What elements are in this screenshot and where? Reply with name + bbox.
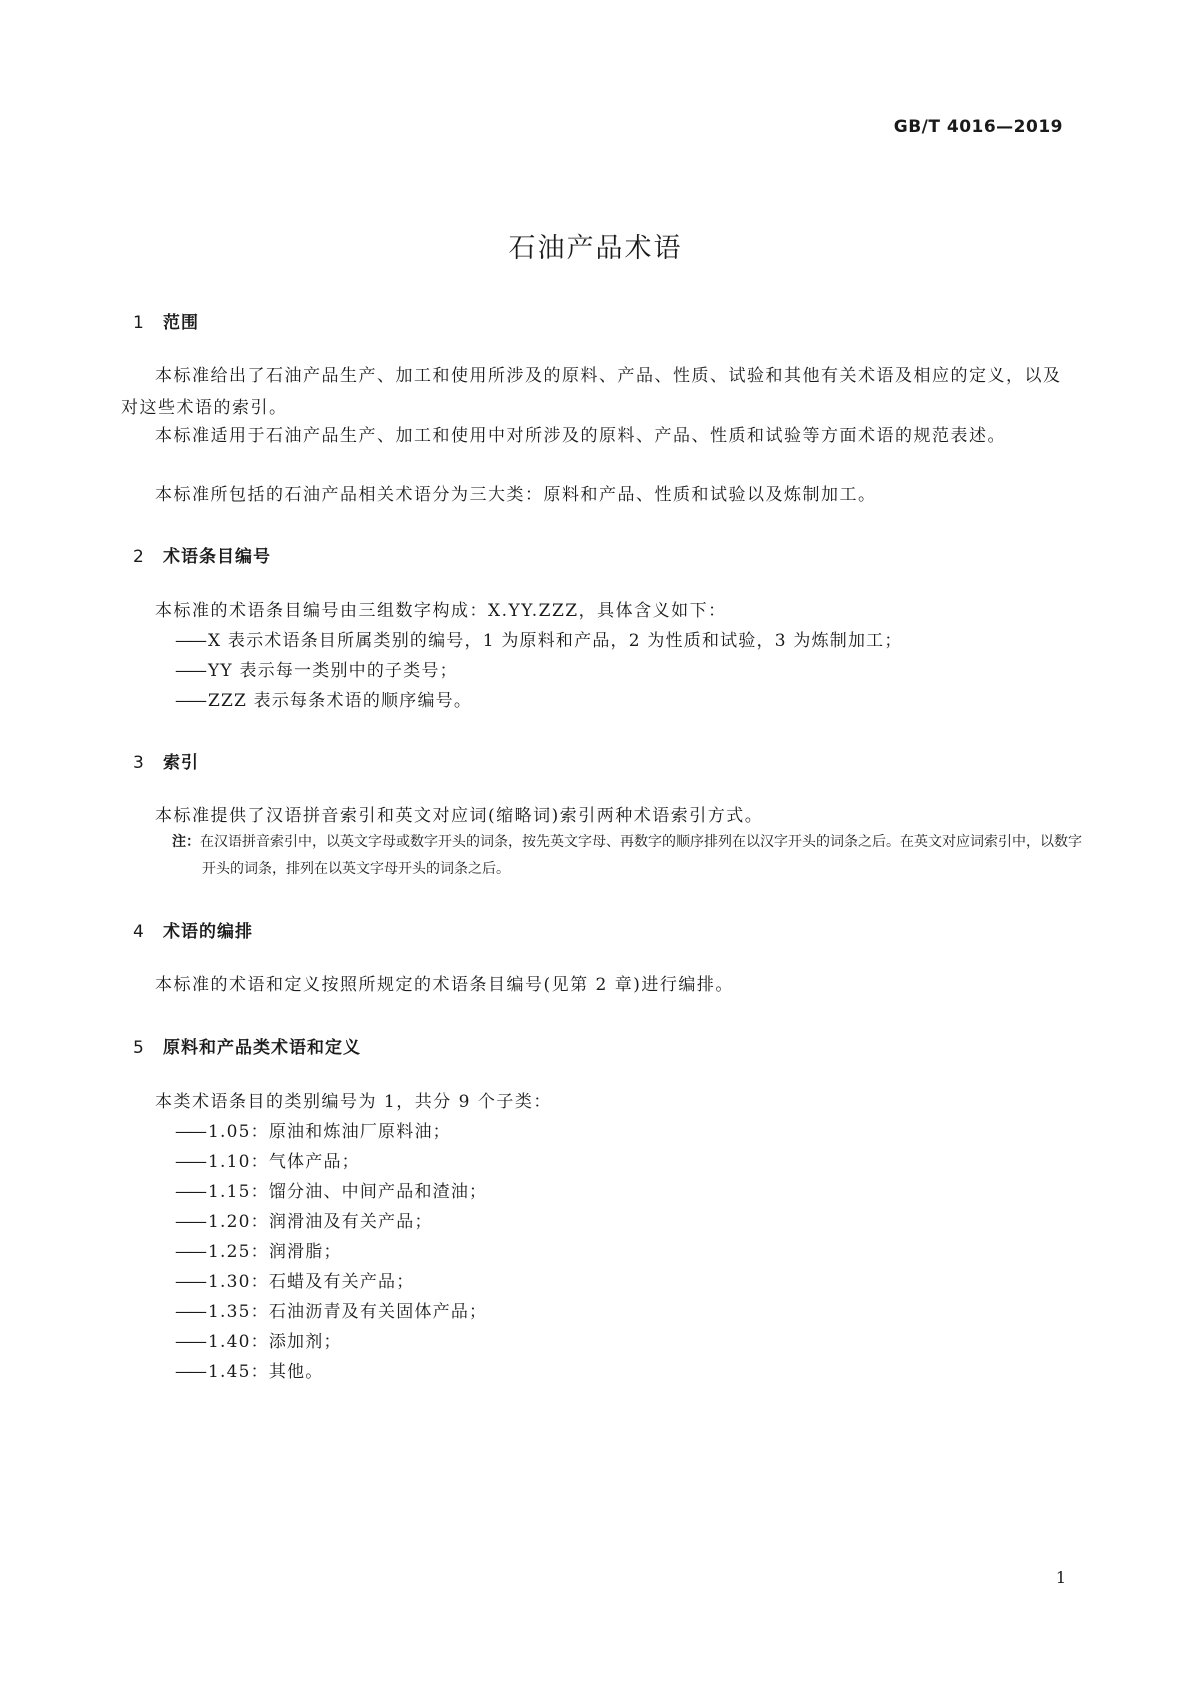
list-item: [175, 1266, 414, 1298]
section-1-para-2: 本标准适用于石油产品生产、加工和使用中对所涉及的原料、产品、性质和试验等方面术语的规范表述。: [155, 426, 1006, 446]
list-item-text: 1.30：石蜡及有关产品；: [208, 1272, 415, 1292]
list-dash: ——: [175, 1302, 205, 1322]
note-label: 注：: [172, 834, 200, 850]
list-item: [175, 1116, 451, 1148]
list-item: [175, 625, 903, 657]
section-1-heading: [133, 308, 199, 333]
section-3-note: [172, 829, 1092, 883]
section-number: 5: [133, 1038, 145, 1058]
list-item: [175, 1356, 323, 1388]
section-1-para-3: 本标准所包括的石油产品相关术语分为三大类：原料和产品、性质和试验以及炼制加工。: [155, 485, 877, 505]
section-title: 原料和产品类术语和定义: [163, 1038, 361, 1058]
section-number: 1: [133, 313, 145, 333]
list-item-text: X 表示术语条目所属类别的编号，1 为原料和产品，2 为性质和试验，3 为炼制加工；: [208, 631, 903, 651]
list-item: [175, 1146, 360, 1178]
section-2-heading: [133, 542, 271, 567]
list-dash: ——: [175, 1152, 205, 1172]
list-dash: ——: [175, 631, 205, 651]
page-number: 1: [1055, 1568, 1066, 1587]
standard-number: GB/T 4016—2019: [893, 117, 1063, 137]
list-item-text: ZZZ 表示每条术语的顺序编号。: [208, 691, 473, 711]
list-item: [175, 1296, 487, 1328]
list-dash: ——: [175, 661, 205, 681]
list-dash: ——: [175, 1332, 205, 1352]
list-item-text: YY 表示每一类别中的子类号；: [208, 661, 458, 681]
list-item: [175, 685, 472, 717]
list-item: [175, 655, 458, 687]
note-text: 在汉语拼音索引中，以英文字母或数字开头的词条，按先英文字母、再数字的顺序排列在以汉字开头的词条之后。在英文对应词索引中，以数字开头的词条，排列在以英文字母开头的词条之后。: [200, 834, 1082, 877]
list-item: [175, 1236, 342, 1268]
list-dash: ——: [175, 1362, 205, 1382]
list-item-text: 1.05：原油和炼油厂原料油；: [208, 1122, 451, 1142]
section-5-intro: 本类术语条目的类别编号为 1，共分 9 个子类：: [155, 1092, 552, 1112]
section-4-para: 本标准的术语和定义按照所规定的术语条目编号(见第 2 章)进行编排。: [155, 975, 734, 995]
section-number: 2: [133, 547, 145, 567]
list-item-text: 1.10：气体产品；: [208, 1152, 360, 1172]
list-item-text: 1.40：添加剂；: [208, 1332, 342, 1352]
list-item-text: 1.35：石油沥青及有关固体产品；: [208, 1302, 488, 1322]
list-dash: ——: [175, 1182, 205, 1202]
list-dash: ——: [175, 1272, 205, 1292]
section-1-para-1: 本标准给出了石油产品生产、加工和使用所涉及的原料、产品、性质、试验和其他有关术语及相应的定义，以及对这些术语的索引。: [121, 366, 1062, 418]
list-item-text: 1.25：润滑脂；: [208, 1242, 342, 1262]
section-4-heading: [133, 917, 253, 942]
list-item-text: 1.20：润滑油及有关产品；: [208, 1212, 433, 1232]
section-title: 索引: [163, 753, 199, 773]
section-title: 范围: [163, 313, 199, 333]
document-title: 石油产品术语: [508, 233, 683, 264]
list-dash: ——: [175, 1242, 205, 1262]
section-3-para: 本标准提供了汉语拼音索引和英文对应词(缩略词)索引两种术语索引方式。: [155, 806, 764, 826]
list-item: [175, 1176, 487, 1208]
section-2-intro: 本标准的术语条目编号由三组数字构成：X.YY.ZZZ，具体含义如下：: [155, 601, 727, 621]
section-number: 3: [133, 753, 145, 773]
list-item: [175, 1206, 433, 1238]
section-3-heading: [133, 748, 199, 773]
section-5-heading: [133, 1033, 361, 1058]
list-item: [175, 1326, 342, 1358]
list-item-text: 1.15：馏分油、中间产品和渣油；: [208, 1182, 488, 1202]
section-title: 术语的编排: [163, 922, 253, 942]
section-number: 4: [133, 922, 145, 942]
list-dash: ——: [175, 1212, 205, 1232]
list-item-text: 1.45：其他。: [208, 1362, 324, 1382]
section-title: 术语条目编号: [163, 547, 271, 567]
list-dash: ——: [175, 691, 205, 711]
list-dash: ——: [175, 1122, 205, 1142]
